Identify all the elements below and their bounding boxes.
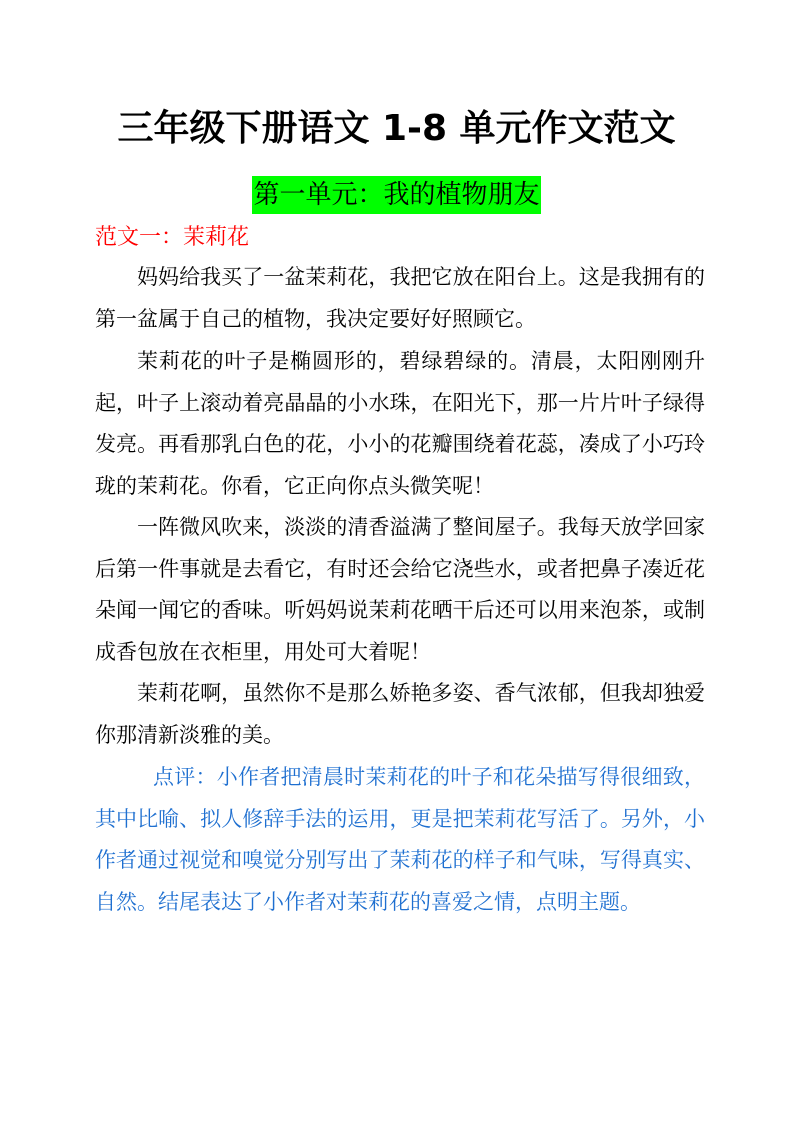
essay-paragraph: 茉莉花的叶子是椭圆形的，碧绿碧绿的。清晨，太阳刚刚升起，叶子上滚动着亮晶晶的小水珠，在阳光下，那一片片叶子绿得发亮。再看那乳白色的花，小小的花瓣围绕着花蕊，凑成了小巧玲珑的茉莉花。你看，它正向你点头微笑呢！ [95,349,705,498]
essay-paragraph: 茉莉花啊，虽然你不是那么娇艳多姿、香气浓郁，但我却独爱你那清新淡雅的美。 [95,681,705,747]
unit-heading-container [0,176,793,214]
essay-paragraph: 一阵微风吹来，淡淡的清香溢满了整间屋子。我每天放学回家后第一件事就是去看它，有时还会给它浇些水，或者把鼻子凑近花朵闻一闻它的香味。听妈妈说茉莉花晒干后还可以用来泡茶，或制成香包放在衣柜里，用处可大着呢！ [95,515,705,664]
essay-title: 范文一：茉莉花 [95,225,250,250]
document-title: 三年级下册语文 1-8 单元作文范文 [117,108,676,149]
essay-paragraph: 妈妈给我买了一盆茉莉花，我把它放在阳台上。这是我拥有的第一盆属于自己的植物，我决定要好好照顾它。 [95,265,705,331]
unit-heading: 第一单元：我的植物朋友 [252,176,540,214]
teacher-comment: 点评：小作者把清晨时茉莉花的叶子和花朵描写得很细致，其中比喻、拟人修辞手法的运用，更是把茉莉花写活了。另外，小作者通过视觉和嗅觉分别写出了茉莉花的样子和气味，写得真实、自然。结尾表达了小作者对茉莉花的喜爱之情，点明主题。 [95,765,705,914]
